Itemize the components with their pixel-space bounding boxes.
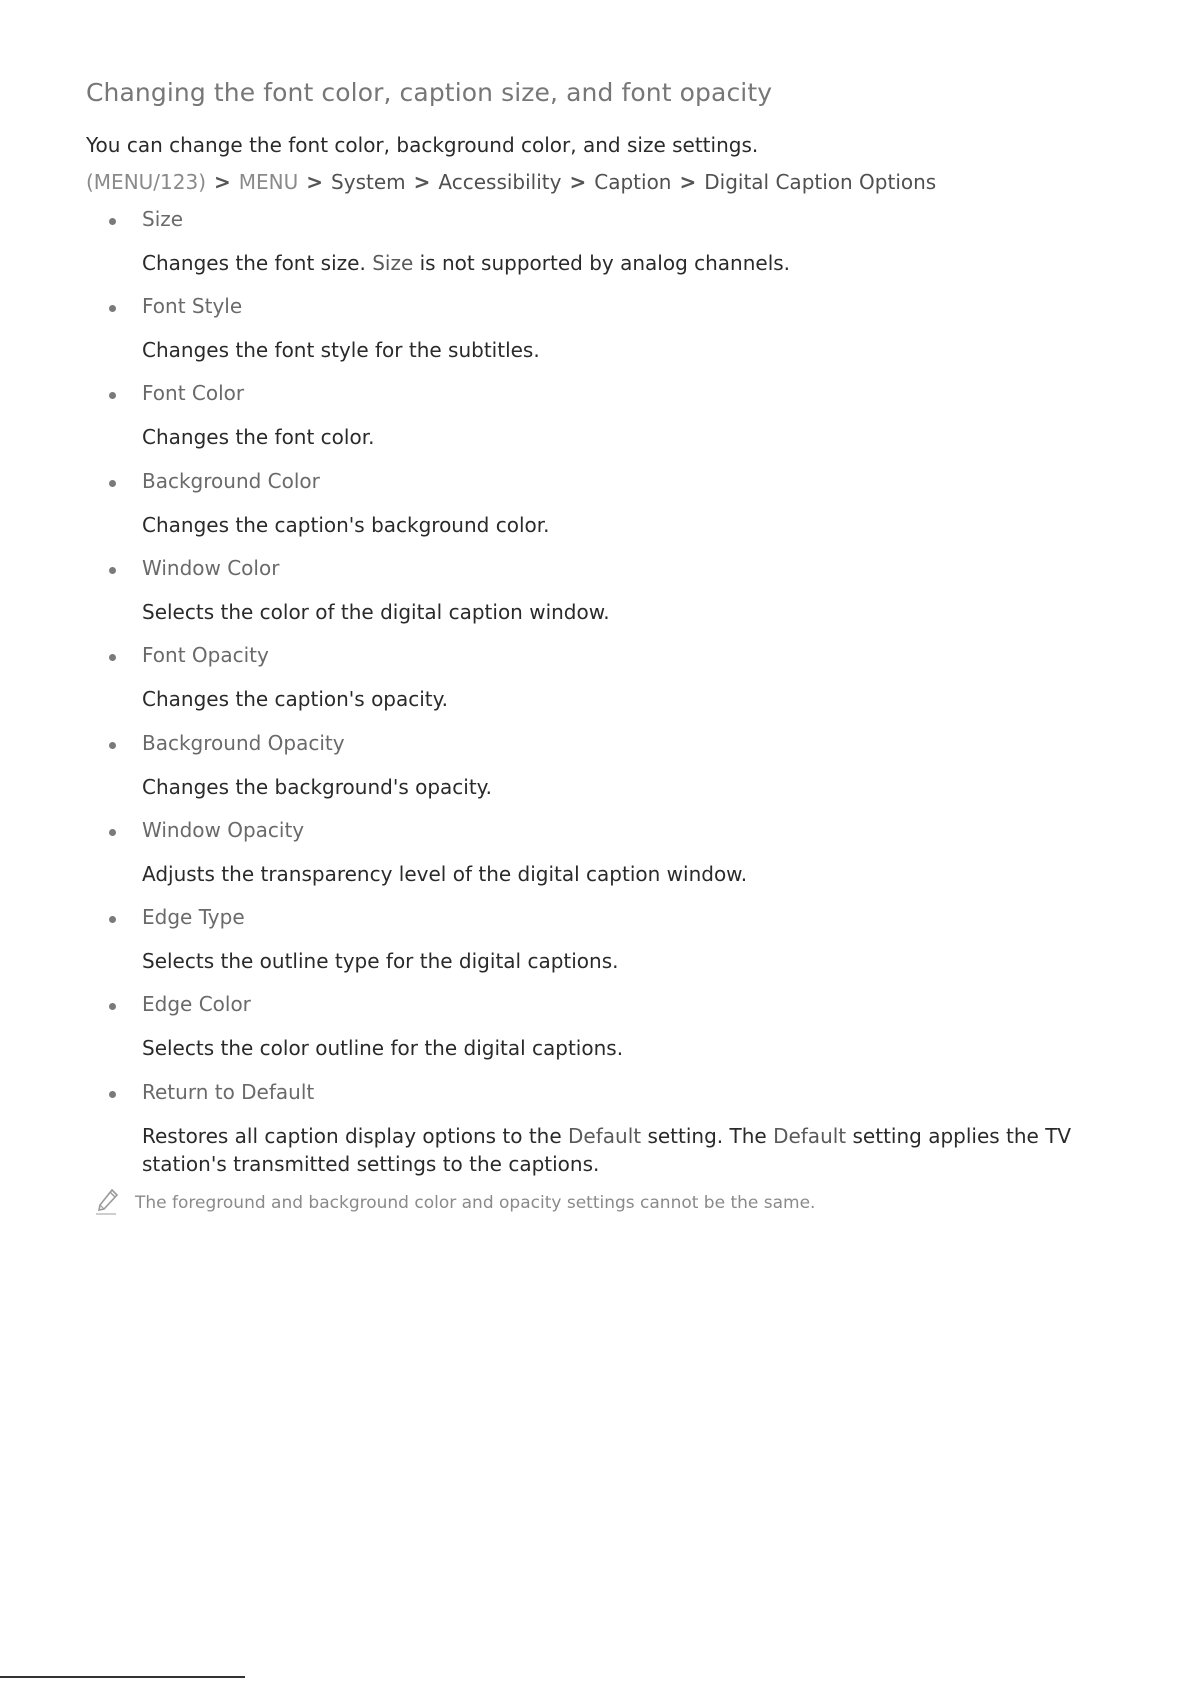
option-description: Selects the color outline for the digital captions. [142,1036,624,1060]
bullet-dot [109,1091,116,1098]
option-label: Font Color [142,381,245,405]
bullet-dot [109,218,116,225]
path-separator: > [413,170,431,194]
option-label: Window Opacity [142,818,305,842]
bullet-dot [109,1003,116,1010]
menu-keyword: Default [773,1124,847,1148]
option-description: Changes the font style for the subtitles. [142,338,540,362]
option-label: Background Opacity [142,731,345,755]
bullet-dot [109,916,116,923]
option-label: Background Color [142,469,320,493]
menu-keyword: Default [568,1124,642,1148]
bullet-dot [109,742,116,749]
bullet-dot [109,392,116,399]
pencil-icon [94,1187,120,1217]
option-description: Selects the color of the digital caption window. [142,600,610,624]
option-label: Return to Default [142,1080,315,1104]
option-label: Window Color [142,556,280,580]
option-description: Changes the font size. Size is not supported by analog channels. [142,251,791,275]
path-segment: Digital Caption Options [704,170,937,194]
path-segment: MENU [238,170,299,194]
path-segment: Caption [594,170,672,194]
option-label: Edge Color [142,992,251,1016]
bullet-dot [109,480,116,487]
page-title: Changing the font color, caption size, and font opacity [86,78,773,107]
option-label: Edge Type [142,905,245,929]
path-separator: > [214,170,231,194]
menu-keyword: Size [372,251,414,275]
option-label: Font Opacity [142,643,269,667]
bullet-dot [109,305,116,312]
path-separator: > [679,170,697,194]
option-description: Selects the outline type for the digital captions. [142,949,619,973]
option-label: Font Style [142,294,243,318]
bullet-dot [109,654,116,661]
option-label: Size [142,207,184,231]
option-description: Restores all caption display options to the Default setting. The Default setting applies the TV station's transmitted settings to the captions. [142,1124,1072,1176]
path-segment: Accessibility [438,170,562,194]
footer-rule [0,1676,245,1678]
option-description: Changes the caption's background color. [142,513,550,537]
menu-path-breadcrumb [86,170,936,194]
bullet-dot [109,829,116,836]
path-segment: (MENU/123) [86,170,207,194]
path-separator: > [306,170,324,194]
path-separator: > [569,170,587,194]
option-description: Changes the font color. [142,425,375,449]
bullet-dot [109,567,116,574]
intro-text: You can change the font color, background color, and size settings. [86,133,759,157]
option-description: Changes the caption's opacity. [142,687,448,711]
path-segment: System [331,170,406,194]
option-description: Changes the background's opacity. [142,775,493,799]
note-text: The foreground and background color and opacity settings cannot be the same. [135,1193,816,1213]
option-description: Adjusts the transparency level of the digital caption window. [142,862,748,886]
